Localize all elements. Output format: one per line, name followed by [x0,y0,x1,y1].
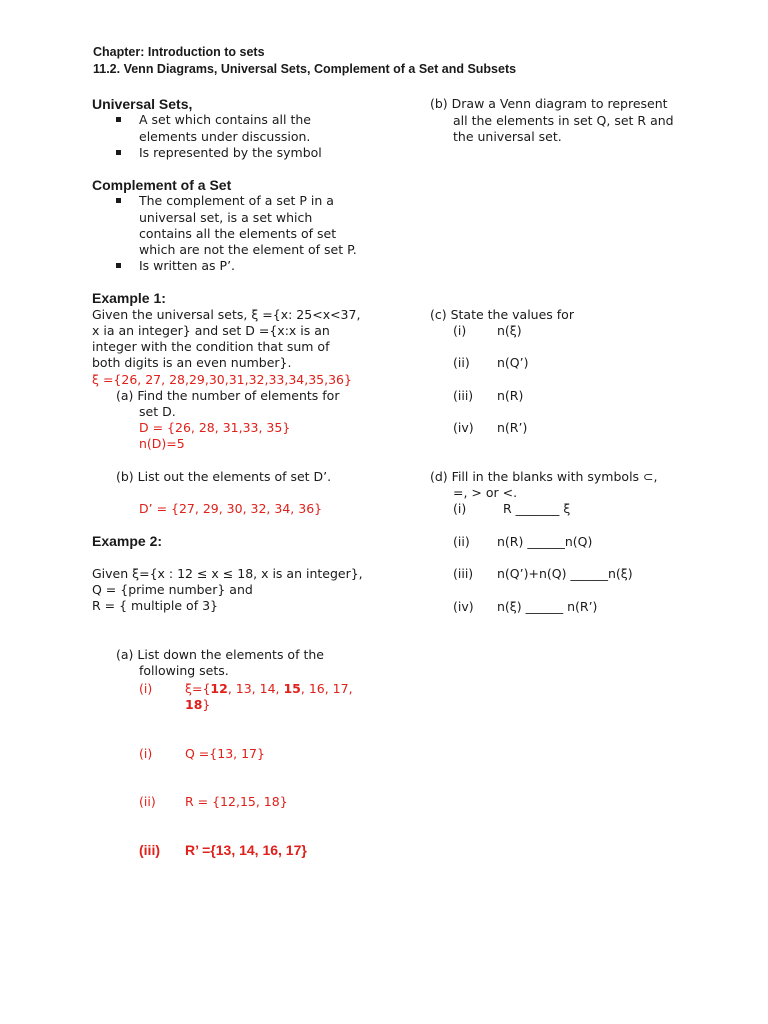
question-b-line3: the universal set. [453,129,562,144]
question-b-line1: (b) Draw a Venn diagram to represent [430,96,668,111]
question-d2-text: n(R) ______n(Q) [497,534,593,549]
question-c2-text: n(Q’) [497,355,529,370]
example1-a-line2: set D. [139,404,176,419]
answer-part: , 13, 14, [227,681,284,696]
answer-part: , 16, 17, [300,681,353,696]
example1-line1: Given the universal sets, ξ ={x: 25<x<37, [92,307,361,322]
question-c1-text: n(ξ) [497,323,522,338]
example2-item2-number: (i) [139,746,153,761]
example2-item3-number: (ii) [139,794,156,809]
question-c2-number: (ii) [453,355,470,370]
answer-part: ξ={ [185,681,211,696]
bullet-icon [116,150,121,155]
answer-part-bold: 15 [283,681,301,696]
example2-a-line2: following sets. [139,663,229,678]
question-d3-number: (iii) [453,566,474,581]
question-c4-number: (iv) [453,420,474,435]
example2-item3-answer: R = {12,15, 18} [185,794,288,809]
universal-sets-heading: Universal Sets, [92,96,193,112]
answer-part-bold: 18 [185,697,203,712]
question-c3-text: n(R) [497,388,524,403]
bullet-icon [116,263,121,268]
section-title: 11.2. Venn Diagrams, Universal Sets, Complement of a Set and Subsets [93,62,517,76]
answer-part-bold: 12 [210,681,228,696]
example2-line2: Q = {prime number} and [92,582,253,597]
example1-a-line1: (a) Find the number of elements for [116,388,340,403]
example1-b-answer: D’ = {27, 29, 30, 32, 34, 36} [139,501,323,516]
question-c4-text: n(R’) [497,420,528,435]
example2-item1-number: (i) [139,681,153,696]
question-d2-number: (ii) [453,534,470,549]
example1-line3: integer with the condition that sum of [92,339,330,354]
question-c3-number: (iii) [453,388,474,403]
example2-item4-answer: R’ ={13, 14, 16, 17} [185,842,307,858]
example2-item1-answer-cont [185,697,210,712]
example2-item2-answer: Q ={13, 17} [185,746,265,761]
question-b-line2: all the elements in set Q, set R and [453,113,674,128]
example2-line1: Given ξ={x : 12 ≤ x ≤ 18, x is an integer}, [92,566,363,581]
universal-def-line1: A set which contains all the [139,112,311,127]
question-d1-number: (i) [453,501,467,516]
universal-def-line2: elements under discussion. [139,129,311,144]
example2-item4-number: (iii) [139,842,160,858]
bullet-icon [116,198,121,203]
answer-part: } [202,697,211,712]
question-d4-number: (iv) [453,599,474,614]
complement-def-line2: universal set, is a set which [139,210,313,225]
question-c1-number: (i) [453,323,467,338]
example1-heading: Example 1: [92,290,166,306]
question-d3-text: n(Q’)+n(Q) ______n(ξ) [497,566,633,581]
complement-def-line4: which are not the element of set P. [139,242,357,257]
example1-line4: both digits is an even number}. [92,355,292,370]
question-d4-text: n(ξ) ______ n(R’) [497,599,598,614]
chapter-title: Chapter: Introduction to sets [93,45,265,59]
example2-item1-answer [185,681,353,696]
question-d-line1: (d) Fill in the blanks with symbols ⊂, [430,469,658,484]
bullet-icon [116,117,121,122]
example2-heading: Exampe 2: [92,533,163,549]
question-d1-text: R _______ ξ [503,501,571,516]
universal-symbol-text: Is represented by the symbol [139,145,322,160]
complement-notation: Is written as P’. [139,258,236,273]
complement-def-line3: contains all the elements of set [139,226,337,241]
example2-line3: R = { multiple of 3} [92,598,218,613]
example1-a-answer-count: n(D)=5 [139,436,185,451]
question-c-heading: (c) State the values for [430,307,574,322]
example1-line2: x ia an integer} and set D ={x:x is an [92,323,330,338]
example1-a-answer-set: D = {26, 28, 31,33, 35} [139,420,291,435]
complement-def-line1: The complement of a set P in a [139,193,334,208]
example1-b-question: (b) List out the elements of set D’. [116,469,332,484]
question-d-line2: =, > or <. [453,485,518,500]
example2-a-line1: (a) List down the elements of the [116,647,324,662]
complement-heading: Complement of a Set [92,177,232,193]
example1-universal-answer: ξ ={26, 27, 28,29,30,31,32,33,34,35,36} [92,372,352,387]
